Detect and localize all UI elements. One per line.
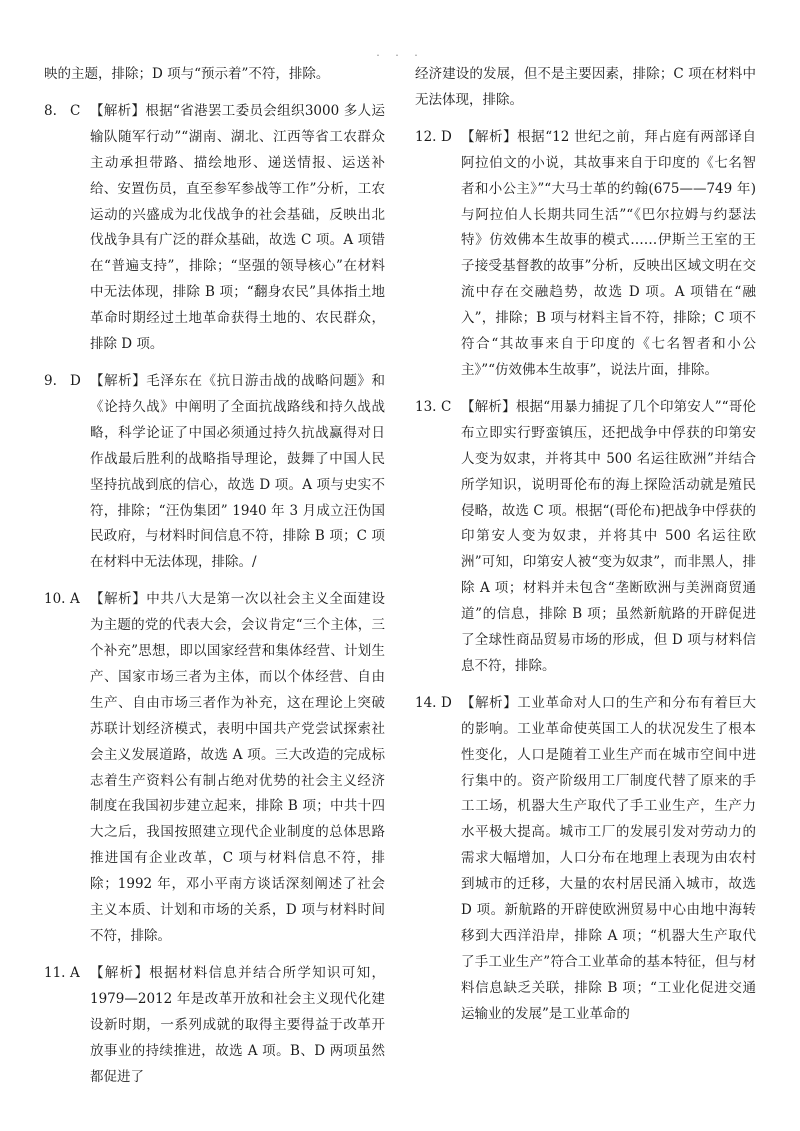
- item-explanation: 【解析】根据“省港罢工委员会组织3000 多人运输队随军行动”“湖南、湖北、江西等省工农群众主动承担带路、描绘地形、递送情报、运送补给、安置伤员，直至参军参战等工作”分析，工农运动的兴盛成为北伐战争的社会基础，反映出北伐战争具有广泛的群众基础，故选 C 项。A 项错在“普遍支持”，排除；“坚强的领导核心”在材料中无法体现，排除 B 项；“翻身农民”具体指土地革命时期经过土地革命获得土地的、农民群众，排除 D 项。: [90, 102, 385, 353]
- item-answer: C: [441, 398, 452, 415]
- two-column-body: [44, 62, 756, 1092]
- item-explanation: 【解析】工业革命对人口的生产和分布有着巨大的影响。工业革命使英国工人的状况发生了根本性变化，人口是随着工业生产而在城市空间中进行集中的。资产阶级用工厂制度代替了原来的手工工场，机器大生产取代了手工业生产，生产力水平极大提高。城市工厂的发展引发对劳动力的需求大幅增加，人口分布在地理上表现为由农村到城市的迁移，大量的农村居民涌入城市，故选 D 项。新航路的开辟使欧洲贸易中心由地中海转移到大西洋沿岸，排除 A 项；“机器大生产取代了手工业生产”符合工业革命的基本特征，但与材料信息缺乏关联，排除 B 项；“工业化促进交通运输业的发展”是工业革命的: [461, 694, 756, 1022]
- right-column: [415, 62, 756, 1092]
- list-item: [44, 369, 385, 576]
- item-answer: C: [70, 102, 81, 119]
- list-item: [415, 125, 756, 384]
- item-answer: A: [70, 591, 80, 608]
- item-number: 13.: [415, 398, 437, 415]
- item-number: 9.: [44, 372, 57, 389]
- item-number: 11.: [44, 964, 66, 981]
- list-item: [44, 99, 385, 358]
- list-item: [44, 587, 385, 950]
- item-answer: A: [70, 964, 80, 981]
- item-explanation: 【解析】根据材料信息并结合所学知识可知，1979—2012 年是改革开放和社会主义现代化建设新时期，一系列成就的取得主要得益于改革开放事业的持续推进，故选 A 项。B、D 两项虽然都促进了: [90, 964, 385, 1085]
- item-number: 8.: [44, 102, 57, 119]
- item-number: 12.: [415, 128, 437, 145]
- item-answer: D: [441, 128, 452, 145]
- item-explanation: 【解析】根据“12 世纪之前，拜占庭有两部译自阿拉伯文的小说，其故事来自于印度的《七名智者和小公主》”“大马士革的约翰(675——749 年) 与阿拉伯人长期共同生活”“《巴尔拉姆与约瑟法特》仿效佛本生故事的模式……伊斯兰王室的王子接受基督教的故事”分析，反映出区域文明在交流中存在交融趋势，故选 D 项。A 项错在“融入”，排除；B 项与材料主旨不符，排除；C 项不符合“其故事来自于印度的《七名智者和小公主》”“仿效佛本生故事”，说法片面，排除。: [461, 128, 756, 378]
- item-answer: D: [70, 372, 81, 389]
- item-number: 10.: [44, 591, 66, 608]
- list-item: [415, 395, 756, 680]
- right-continuation-text: 经济建设的发展，但不是主要因素，排除；C 项在材料中无法体现，排除。: [415, 66, 756, 108]
- list-item: [415, 691, 756, 1028]
- list-item: [44, 961, 385, 1091]
- left-column: [44, 62, 385, 1092]
- item-explanation: 【解析】中共八大是第一次以社会主义全面建设为主题的党的代表大会，会议肯定“三个主体，三个补充”思想，即以国家经营和集体经营、计划生产、国家市场三者为主体，而以个体经营、自由生产、自由市场三者作为补充，这在理论上突破苏联计划经济模式，表明中国共产党尝试探索社会主义发展道路，故选 A 项。三大改造的完成标志着生产资料公有制占绝对优势的社会主义经济制度在我国初步建立起来，排除 B 项；中共十四大之后，我国按照建立现代企业制度的总体思路推进国有企业改革，C 项与材料信息不符，排除；1992 年，邓小平南方谈话深刻阐述了社会主义本质、计划和市场的关系，D 项与材料时间不符，排除。: [90, 591, 385, 944]
- item-explanation: 【解析】毛泽东在《抗日游击战的战略问题》和《论持久战》中阐明了全面抗战路线和持久战战略，科学论证了中国必须通过持久抗战赢得对日作战最后胜利的战略指导理论，鼓舞了中国人民坚持抗战到底的信心，故选 D 项。A 项与史实不符，排除；“汪伪集团” 1940 年 3 月成立汪伪国民政府，与材料时间信息不符，排除 B 项；C 项在材料中无法体现，排除。/: [90, 372, 385, 571]
- item-answer: D: [441, 694, 452, 711]
- page-header-dots: . . .: [376, 46, 424, 59]
- item-number: 14.: [415, 694, 437, 711]
- item-explanation: 【解析】根据“用暴力捕捉了几个印第安人”“哥伦布立即实行野蛮镇压，还把战争中俘获的印第安人变为奴隶，并将其中 500 名运往欧洲”并结合所学知识，说明哥伦布的海上探险活动就是殖民侵略，故选 C 项。根据“(哥伦布)把战争中俘获的印第安人变为奴隶，并将其中 500 名运往欧洲”可知，印第安人被“变为奴隶”，而非黑人，排除 A 项；材料并未包含“垄断欧洲与美洲商贸通道”的信息，排除 B 项；虽然新航路的开辟促进了全球性商品贸易市场的形成，但 D 项与材料信息不符，排除。: [461, 398, 756, 674]
- left-continuation-text: 映的主题，排除；D 项与“预示着”不符，排除。: [44, 66, 330, 82]
